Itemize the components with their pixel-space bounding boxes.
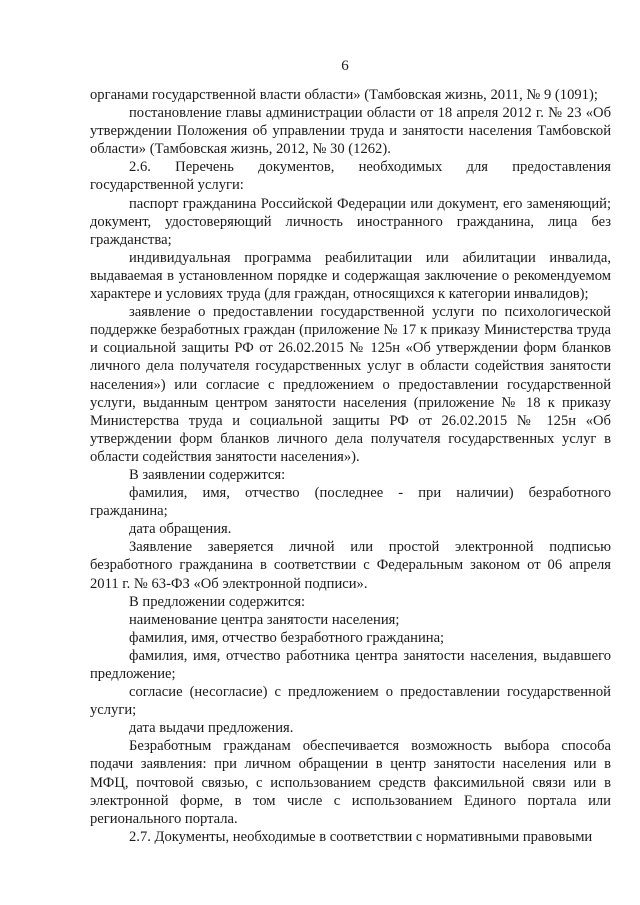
paragraph-9: дата обращения. (129, 521, 232, 538)
paragraph-18: 2.7. Документы, необходимые в соответствии с нормативными правовыми (129, 828, 593, 845)
paragraph-1: органами государственной власти области» (Тамбовская жизнь, 2011, № 9 (1091); (90, 87, 598, 103)
paragraph-8: фамилия, имя, отчество (последнее - при наличии) безработного гражданина; (90, 485, 611, 520)
paragraph-4: паспорт гражданина Российской Федерации или документ, его заменяющий; документ, удостоверяющий личность иностранного гражданина, лица без гражданства; (90, 195, 611, 248)
paragraph-11: В предложении содержится: (129, 593, 306, 610)
paragraph-16: дата выдачи предложения. (129, 720, 294, 737)
paragraph-12: наименование центра занятости населения; (129, 611, 400, 628)
paragraph-3: 2.6. Перечень документов, необходимых для предоставления государственной услуги: (90, 159, 611, 194)
paragraph-17: Безработным гражданам обеспечивается возможность выбора способа подачи заявления: при личном обращении в центр занятости населения или в МФЦ, почтовой связью, с использованием средств факсимильной связи или в электронной форме, в том числе с использованием Единого портала или регионального портала. (90, 738, 611, 827)
paragraph-14: фамилия, имя, отчество работника центра занятости населения, выдавшего предложение; (90, 647, 611, 682)
document-body (90, 86, 611, 846)
paragraph-7: В заявлении содержится: (129, 466, 286, 483)
paragraph-5: индивидуальная программа реабилитации или абилитации инвалида, выдаваемая в установленном порядке и содержащая заключение о рекомендуемом характере и условиях труда (для граждан, относящихся к категории инвалидов); (90, 249, 611, 303)
paragraph-15: согласие (несогласие) с предложением о предоставлении государственной услуги; (90, 684, 611, 719)
paragraph-6: заявление о предоставлении государственной услуги по психологической поддержке безработных граждан (приложение № 17 к приказу Министерства труда и социальной защиты РФ от 26.02.2015 № 125н «Об утверждении форм бланков личного дела получателя государственных услуг в области содействия занятости населения») или согласие с предложением о предоставлении государственной услуги, выданным центром занятости населения (приложение № 18 к приказу Министерства труда и социальной защиты РФ от 26.02.2015 № 125н «Об утверждении форм бланков личного дела получателя государственных услуг в области содействия занятости населения»). (90, 304, 611, 465)
page-number: 6 (341, 58, 349, 74)
paragraph-10: Заявление заверяется личной или простой электронной подписью безработного гражданина в соответствии с Федеральным законом от 06 апреля 2011 г. № 63-ФЗ «Об электронной подписи». (90, 539, 611, 592)
paragraph-2: постановление главы администрации области от 18 апреля 2012 г. № 23 «Об утверждении Положения об управлении труда и занятости населения Тамбовской области» (Тамбовская жизнь, 2012, № 30 (1262). (90, 105, 611, 158)
paragraph-13: фамилия, имя, отчество безработного гражданина; (129, 629, 445, 646)
